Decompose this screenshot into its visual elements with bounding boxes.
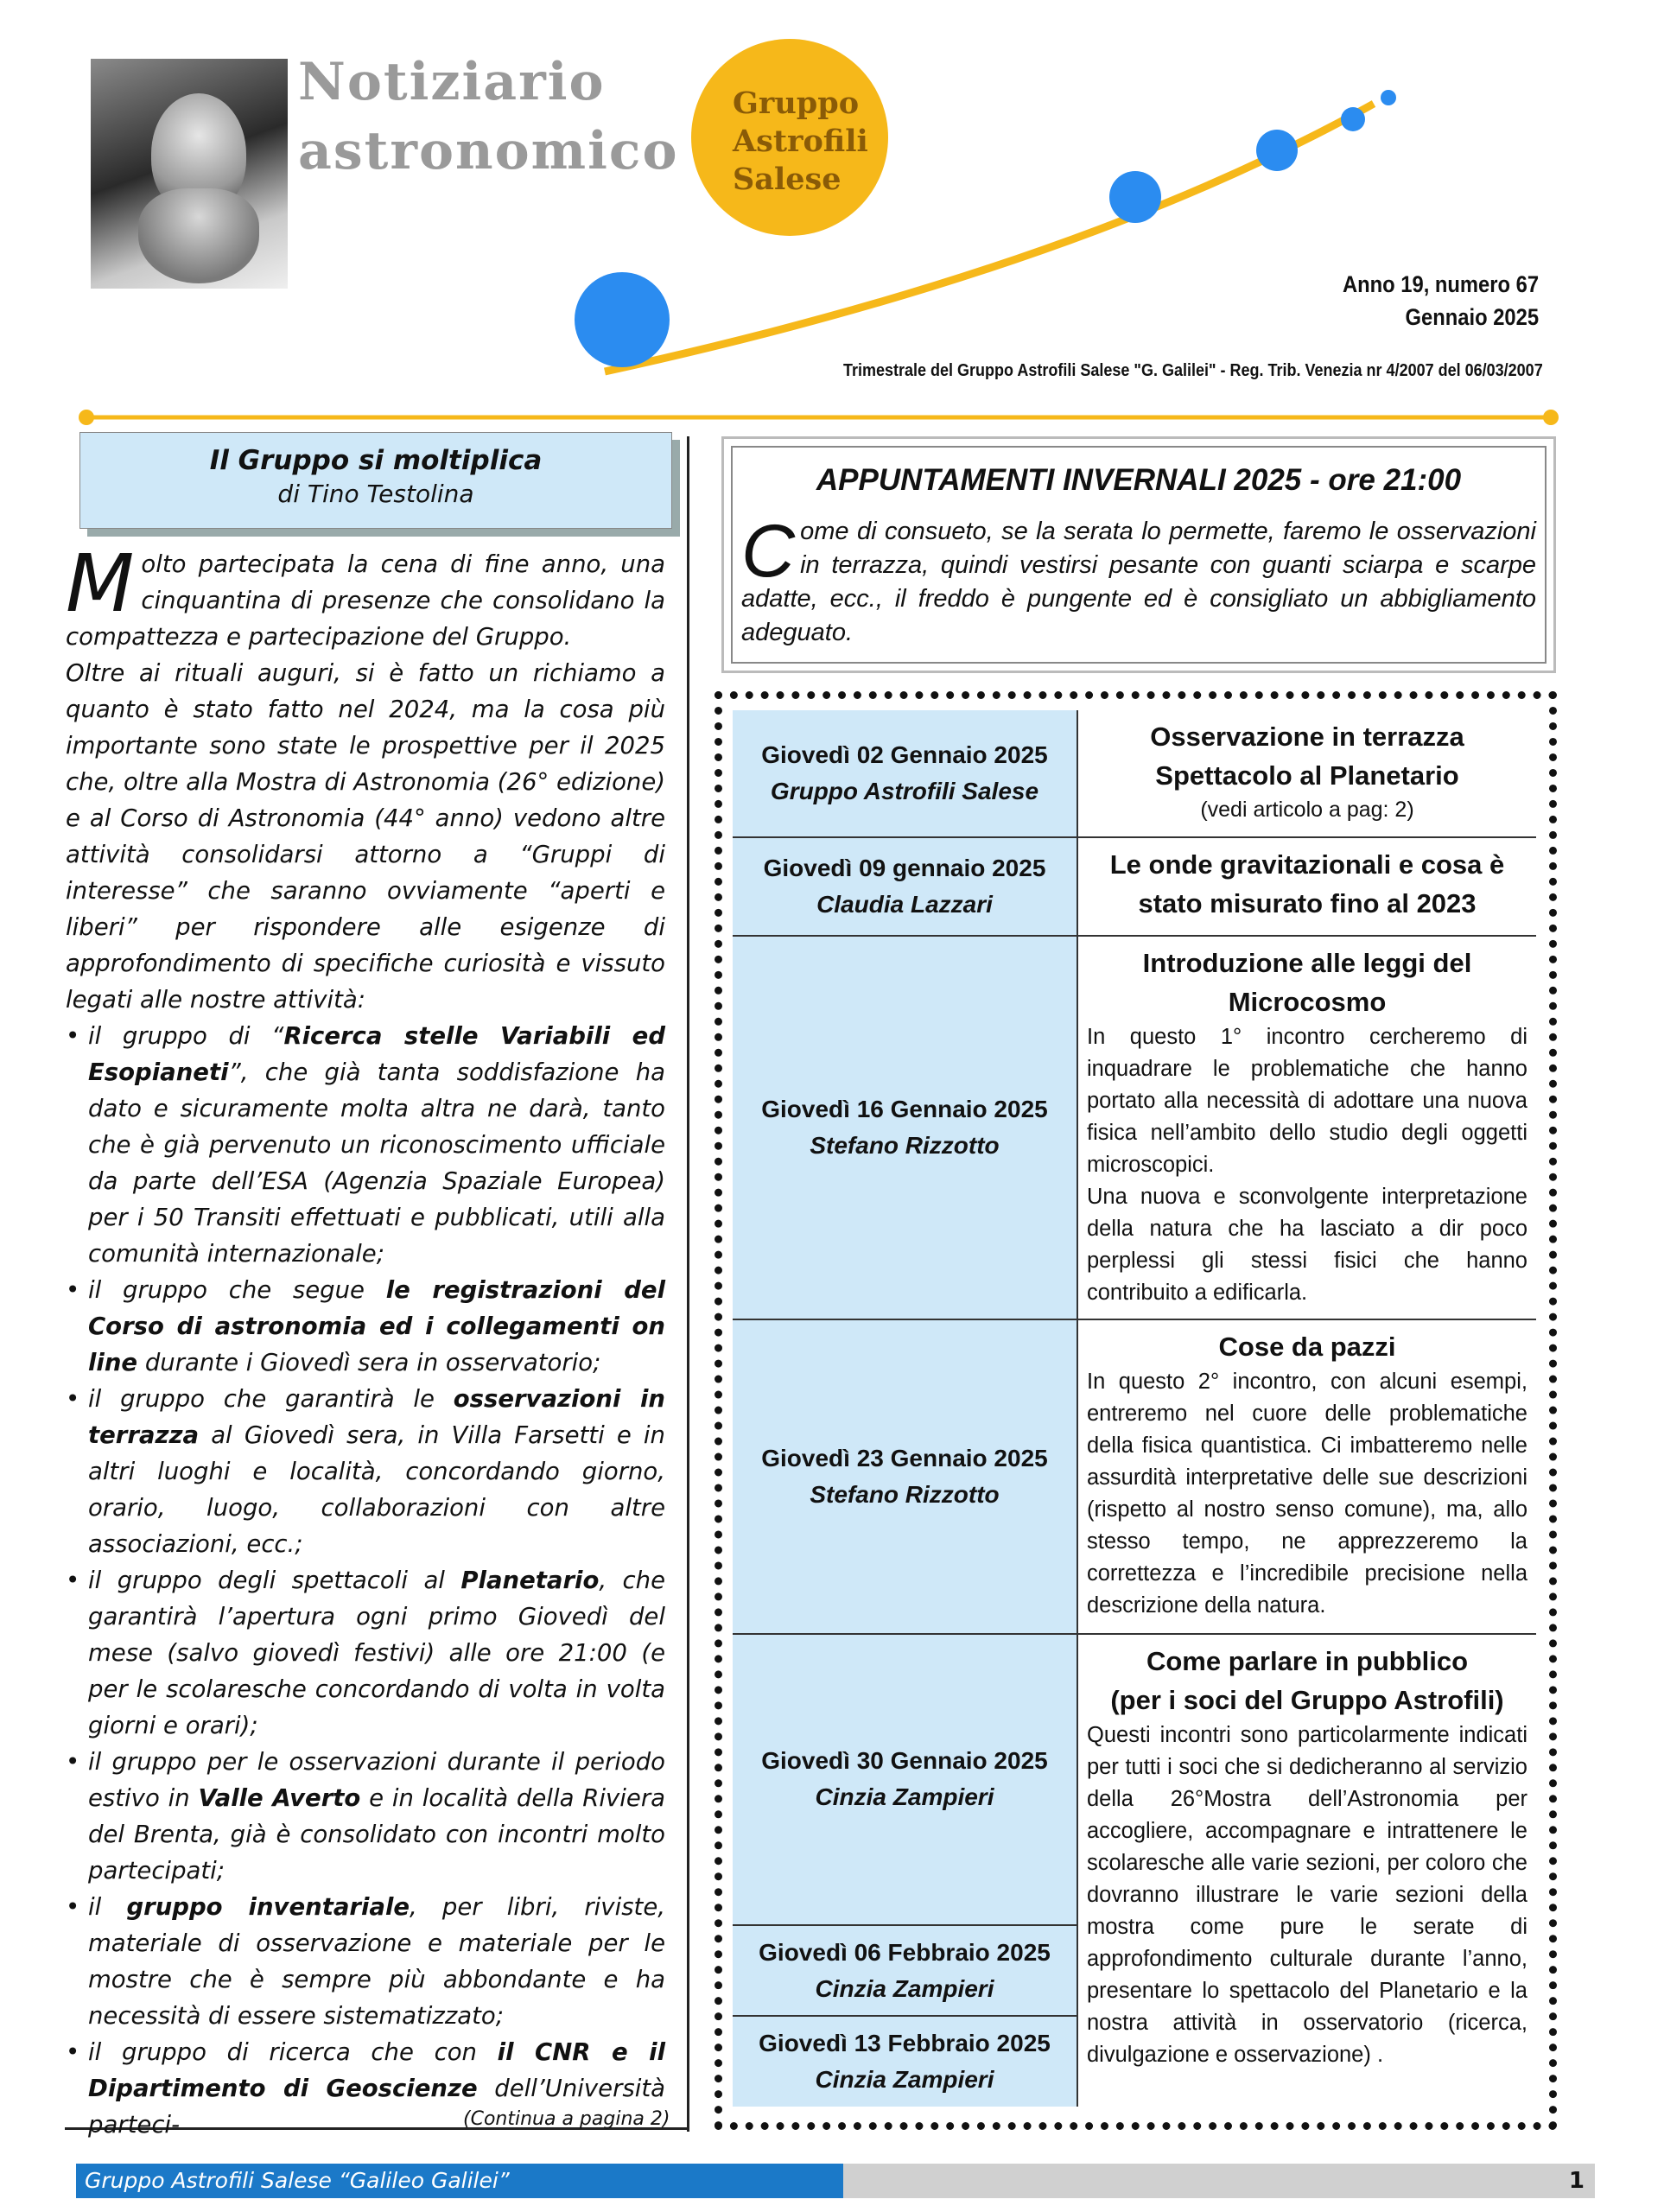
list-item: • il gruppo che garantirà le osservazioni in terrazza al Giovedì sera, in Villa Farsetti e in altri luoghi e località, concordando giorno, orario, luogo, collaborazioni con altre associazioni, ecc.; <box>88 1381 665 1562</box>
dropcap: M <box>66 537 135 630</box>
schedule-date-cell: Giovedì 16 Gennaio 2025 Stefano Rizzotto <box>733 937 1078 1319</box>
list-item: • il gruppo degli spettacoli al Planetario, che garantirà l’apertura ogni primo Giovedì del mese (salvo giovedì festivi) alle ore 21:00 (e per le scolaresche concordando di volta in volta giorni e orari); <box>88 1562 665 1744</box>
table-row <box>733 937 1536 1320</box>
article-author: di Tino Testolina <box>277 480 474 508</box>
article-title: Il Gruppo si moltiplica <box>209 445 543 476</box>
schedule-event-cell: Le onde gravitazionali e cosa è stato misurato fino al 2023 <box>1109 849 1505 918</box>
notice-box <box>721 436 1556 673</box>
newsletter-title-line1: Notiziario <box>298 52 606 112</box>
issue-number: Anno 19, numero 67 <box>1342 271 1539 297</box>
list-item: • il gruppo che segue le registrazioni del Corso di astronomia ed i collegamenti on line durante i Giovedì sera in osservatorio; <box>88 1272 665 1381</box>
table-row <box>733 1320 1536 1635</box>
schedule-event-cell: Osservazione in terrazza Spettacolo al Planetario (vedi articolo a pag: 2) <box>1150 721 1464 822</box>
issue-info <box>1343 268 1539 334</box>
list-item: • il gruppo inventariale, per libri, riviste, materiale di osservazione e materiale per le mostre che è sempre più abbondante e ha necessità di essere sistematizzato; <box>88 1889 665 2034</box>
dropcap: C <box>741 510 796 593</box>
planet-small <box>1256 130 1298 171</box>
schedule-date-cell: Giovedì 30 Gennaio 2025 Cinzia Zampieri Giovedì 06 Febbraio 2025 Cinzia Zampieri Giovedì 13 Febbraio 2025 Cinzia Zampieri <box>733 1635 1078 2107</box>
schedule-event-cell: Cose da pazzi In questo 2° incontro, con alcuni esempi, entreremo nel cuore delle problematiche della fisica quantistica. Ci imbatteremo nelle assurdità interpretative delle sue descrizioni (rispetto al nostro senso comune), ma, allo stesso tempo, ne apprezzeremo la correttezza e l’incredibile precisione nella descrizione della natura. <box>1087 1332 1527 1618</box>
list-item: • il gruppo di ricerca che con il CNR e il Dipartimento di Geoscienze dell’Università parteci- <box>88 2034 665 2143</box>
table-row <box>733 838 1536 937</box>
planet-tiny <box>1341 107 1365 131</box>
column-divider <box>687 436 689 2132</box>
continued-note: (Continua a pagina 2) <box>463 2108 670 2130</box>
schedule-event-cell: Come parlare in pubblico (per i soci del Gruppo Astrofili) Questi incontri sono particolarmente indicati per tutti i soci che si dedicheranno al servizio della 26°Mostra dell’Astronomia per accogliere, accompagnare e intrattenere le scolaresche alle varie sezioni, per coloro che dovranno illustrare le varie sezioni della mostra come pure le serate di approfondimento culturale durante l’anno, presentare lo spettacolo del Planetario e la nostra attività in osservatorio (ricerca, divulgazione e osservazione) . <box>1087 1646 1527 2067</box>
newsletter-title-line2: astronomico <box>298 121 679 181</box>
page-number: 1 <box>843 2164 1595 2198</box>
planet-large <box>575 272 670 367</box>
list-item: • il gruppo per le osservazioni durante il periodo estivo in Valle Averto e in località della Riviera del Brenta, già è consolidato con incontri molto partecipati; <box>88 1744 665 1889</box>
article-header <box>79 432 672 529</box>
planet-dot <box>1381 90 1396 105</box>
article-body <box>66 537 666 2143</box>
group-logo-text: Gruppo Astrofili Salese <box>733 86 868 197</box>
article-intro: Molto partecipata la cena di fine anno, una cinquantina di presenze che consolidano la compattezza e partecipazione del Gruppo. <box>66 537 665 651</box>
list-item: • il gruppo di “Ricerca stelle Variabili ed Esopianeti”, che già tanta soddisfazione ha dato e sicuramente molta altra ne darà, tanto che è già pervenuto un riconoscimento ufficiale da parte dell’ESA (Agenzia Spaziale Europea) per i 50 Transiti effettuati e pubblicati, utili alla comunità internazionale; <box>88 1018 665 1272</box>
schedule-date-cell: Giovedì 23 Gennaio 2025 Stefano Rizzotto <box>733 1320 1078 1633</box>
table-row <box>733 1635 1536 2107</box>
schedule-table <box>733 710 1536 2107</box>
schedule-date-cell: Giovedì 02 Gennaio 2025 Gruppo Astrofili Salese <box>733 710 1078 836</box>
table-row <box>733 710 1536 838</box>
issue-date: Gennaio 2025 <box>1405 304 1539 330</box>
publication-subtitle: Trimestrale del Gruppo Astrofili Salese "G. Galilei" - Reg. Trib. Venezia nr 4/2007 del 06/03/2007 <box>843 361 1543 380</box>
schedule-date-cell: Giovedì 09 gennaio 2025 Claudia Lazzari <box>733 838 1078 935</box>
notice-body: Come di consueto, se la serata lo permette, faremo le osservazioni in terrazza, quindi vestirsi pesante con guanti sciarpa e scarpe adatte, ecc., il freddo è pungente ed è consigliato un abbigliamento adeguato. <box>741 510 1536 646</box>
article-paragraph: Oltre ai rituali auguri, si è fatto un richiamo a quanto è stato fatto nel 2024, ma la cosa più importante sono state le prospettive per il 2025 che, oltre alla Mostra di Astronomia (26° edizione) e al Corso di Astronomia (44° anno) vedono altre attività consolidarsi attorno a “Gruppi di interesse” che saranno ovviamente “aperti e liberi” per rispondere alle esigenze di approfondimento di specifiche curiosità e vissuto legati alle nostre attività: <box>66 659 665 1014</box>
planet-medium <box>1109 171 1161 223</box>
article-bullets <box>66 1018 665 2143</box>
notice-title: APPUNTAMENTI INVERNALI 2025 - ore 21:00 <box>816 463 1462 497</box>
footer-group-name: Gruppo Astrofili Salese “Galileo Galilei” <box>76 2164 843 2198</box>
schedule-event-cell: Introduzione alle leggi del Microcosmo In questo 1° incontro cercheremo di inquadrare le problematiche che hanno portato alla necessità di adottare una nuova fisica nell’ambito dello studio degli oggetti microscopici. Una nuova e sconvolgente interpretazione della natura che ha lasciato a dir poco perplessi gli stessi fisici che hanno contribuito a edificarla. <box>1087 948 1527 1305</box>
